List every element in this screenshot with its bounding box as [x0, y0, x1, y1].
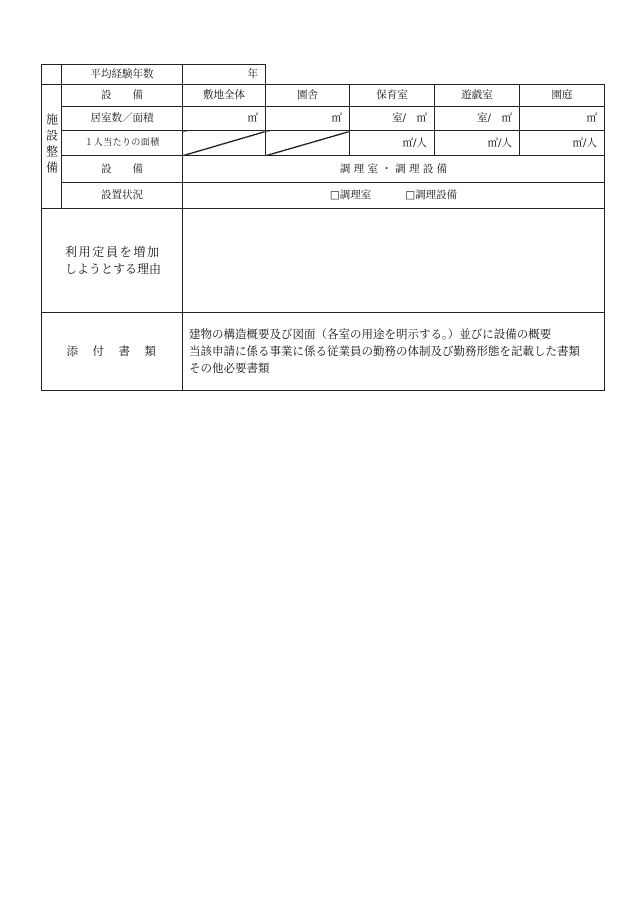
per-person-area-site-crossed [183, 131, 266, 156]
attachment-item: その他必要書類 [189, 361, 270, 375]
reason-label [65, 244, 162, 278]
per-person-area-garden: ㎡/人 [520, 131, 605, 156]
reason-value-cell [183, 209, 605, 313]
reason-label-line-1: 利用定員を増加 [65, 244, 159, 259]
installation-option-kitchen-equipment: □調理設備 [405, 189, 458, 202]
rooms-area-label: 居室数／面積 [62, 107, 183, 131]
column-header-building: 園舎 [266, 85, 350, 107]
installation-options-cell [183, 183, 605, 209]
per-person-area-row [42, 131, 605, 156]
installation-label: 設置状況 [62, 183, 183, 209]
attachment-item: 当該申請に係る事業に係る従業員の勤務の体制及び勤務形態を記載した書類 [189, 344, 580, 358]
avg-experience-label: 平均経験年数 [62, 65, 183, 85]
attachments-label: 添 付 書 類 [66, 343, 158, 358]
column-header-site: 敷地全体 [183, 85, 266, 107]
blank-corner [266, 65, 605, 85]
per-person-area-label: １人当たりの面積 [62, 131, 183, 156]
attachments-row [42, 313, 605, 391]
avg-experience-value-cell [183, 65, 266, 85]
reason-label-line-2: しようとする理由 [65, 261, 162, 276]
attachments-label-cell [42, 313, 183, 391]
avg-experience-unit: 年 [247, 68, 258, 81]
attachment-item: 建物の構造概要及び図面（各室の用途を明示する。）並びに設備の概要 [189, 327, 552, 341]
application-form-table [41, 64, 605, 391]
facility-header-row [42, 85, 605, 107]
per-person-area-playroom: ㎡/人 [435, 131, 520, 156]
reason-label-cell [42, 209, 183, 313]
installation-option-kitchen-room: □調理室 [329, 189, 372, 202]
column-header-playroom: 遊戯室 [435, 85, 520, 107]
facility-group-label: 施設整備 [44, 112, 59, 177]
equipment-header-label: 設 備 [62, 85, 183, 107]
rooms-area-building: ㎡ [266, 107, 350, 131]
rooms-area-row [42, 107, 605, 131]
avg-experience-row [42, 65, 605, 85]
rooms-area-playroom: 室/ ㎡ [435, 107, 520, 131]
rooms-area-site: ㎡ [183, 107, 266, 131]
column-header-garden: 園庭 [520, 85, 605, 107]
rooms-area-nursery-room: 室/ ㎡ [350, 107, 435, 131]
kitchen-label: 設 備 [62, 156, 183, 183]
avg-experience-side-cell [42, 65, 62, 85]
installation-row [42, 183, 605, 209]
rooms-area-garden: ㎡ [520, 107, 605, 131]
kitchen-value: 調 理 室 ・ 調 理 設 備 [183, 156, 605, 183]
per-person-area-building-crossed [266, 131, 350, 156]
attachments-list-cell [183, 313, 605, 391]
per-person-area-nursery-room: ㎡/人 [350, 131, 435, 156]
attachments-list [183, 326, 604, 377]
kitchen-row [42, 156, 605, 183]
facility-group-cell [42, 85, 62, 209]
column-header-nursery-room: 保育室 [350, 85, 435, 107]
reason-row [42, 209, 605, 313]
